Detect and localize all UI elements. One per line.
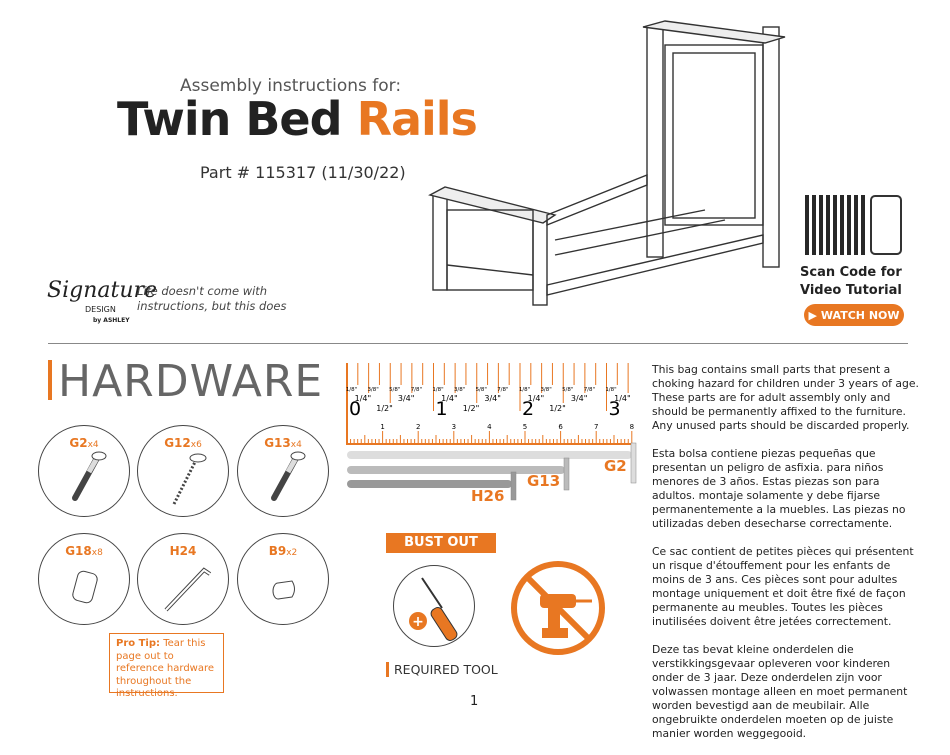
bolt-label-g2: G2 <box>604 457 627 475</box>
screwdriver-icon <box>393 565 475 647</box>
scan-line1: Scan Code for <box>800 265 902 280</box>
bolt-g2 <box>347 451 632 459</box>
subtitle: Assembly instructions for: <box>180 76 402 96</box>
signature-design-logo <box>45 262 158 332</box>
part-code: B9 <box>268 544 287 558</box>
inch-label: 0 <box>349 398 362 420</box>
scan-instructions <box>800 264 920 300</box>
heading-accent-bar <box>48 360 52 400</box>
svg-text:DESIGN: DESIGN <box>85 305 116 314</box>
warning-english: This bag contains small parts that present a choking hazard for children under 3 years of age. These parts are for adult assembly only and should be permanently affixed to the furniture. Any unused parts should be discarded properly. <box>652 363 919 432</box>
hardware-b9 <box>237 533 329 625</box>
svg-text:+: + <box>412 614 424 630</box>
required-tool-label: REQUIRED TOOL <box>386 662 498 677</box>
qr-code[interactable] <box>805 195 865 255</box>
part-code: G2 <box>69 436 88 450</box>
hardware-label <box>39 544 129 558</box>
half-label: 1/2" <box>376 404 393 413</box>
hardware-g12 <box>137 425 229 517</box>
eighth-label: 7/8" <box>583 387 596 393</box>
tagline-line1: Life doesn't come with <box>137 284 268 298</box>
hardware-label <box>238 436 328 450</box>
cm-label: 8 <box>629 423 635 431</box>
page-number: 1 <box>470 694 479 709</box>
bolt-head <box>631 443 636 483</box>
quarter-label: 1/4" <box>354 394 372 403</box>
pro-tip-text: Tear this page out to reference hardware throughout the instructions. <box>116 638 215 699</box>
bolt-head <box>564 458 569 490</box>
part-number: Part # 115317 (11/30/22) <box>200 163 406 182</box>
hardware-g2 <box>38 425 130 517</box>
no-power-drill-icon <box>510 560 606 656</box>
svg-text:by ASHLEY: by ASHLEY <box>93 317 130 324</box>
inch-label: 3 <box>608 398 621 420</box>
hardware-heading: HARDWARE <box>58 356 324 407</box>
hardware-label <box>138 436 228 450</box>
eighth-label: 1/8" <box>345 387 358 393</box>
part-code: G13 <box>264 436 291 450</box>
half-label: 1/2" <box>462 404 480 413</box>
bolt-label-h26: H26 <box>471 487 505 505</box>
part-quantity: x8 <box>91 548 103 558</box>
inch-label: 1 <box>435 398 448 420</box>
pro-tip-box <box>109 633 224 699</box>
eighth-label: 1/8" <box>605 387 617 393</box>
eighth-label: 7/8" <box>497 387 509 393</box>
title-main: Twin Bed <box>117 92 342 146</box>
eighth-label: 5/8" <box>389 387 401 393</box>
bed-illustration <box>425 15 795 295</box>
warning-french: Ce sac contient de petites pièces qui présentent un risque d'étouffement pour les enfants de moins de 3 ans. Ces pièces sont pour adultes montage uniquement et doit être fixé de façon permanente au meubles. Toutes les pièces inutilisées doivent être jetées correctement. <box>652 545 914 628</box>
part-quantity: x4 <box>290 440 302 450</box>
play-icon: ▶ <box>808 308 817 322</box>
part-code: G12 <box>164 436 191 450</box>
cm-label: 5 <box>522 423 528 431</box>
hardware-label <box>39 436 129 450</box>
quarter-label: 1/4" <box>441 394 458 403</box>
half-label: 1/2" <box>549 404 566 413</box>
eighth-label: 1/8" <box>432 387 444 393</box>
part-quantity: x2 <box>286 548 298 558</box>
cm-label: 1 <box>380 423 385 431</box>
quarter-label: 1/4" <box>614 394 631 403</box>
quarter-label: 3/4" <box>484 394 501 403</box>
warning-spanish: Esta bolsa contiene piezas pequeñas que presentan un peligro de asfixia. para niños menores de 3 años. Estas piezas son para adultos. montaje solamente y debe fijarse permanentemente a la muebles. Las piezas no utilizadas deben desecharse correctamente. <box>652 447 906 530</box>
hardware-g18 <box>38 533 130 625</box>
scan-line2: Video Tutorial <box>800 283 902 298</box>
bolt-head <box>511 472 516 500</box>
page-title <box>117 92 477 146</box>
pro-tip-label: Pro Tip: <box>116 638 161 649</box>
eighth-label: 5/8" <box>562 387 574 393</box>
cm-label: 2 <box>415 423 421 431</box>
part-quantity: x6 <box>190 440 202 450</box>
quarter-label: 3/4" <box>570 394 588 403</box>
title-accent: Rails <box>356 92 477 146</box>
cm-label: 6 <box>558 423 563 431</box>
warning-dutch: Deze tas bevat kleine onderdelen die verstikkingsgevaar opleveren voor kinderen onder de 3 jaar. Deze onderdelen zijn voor volwassen montage alleen en moet permanent worden bevestigd aan de meubilair. Alle ongebruikte onderdelen moeten op de juiste manier worden weggegooid. <box>652 643 908 740</box>
cm-label: 7 <box>593 423 599 431</box>
hardware-label <box>138 544 228 558</box>
hardware-g13 <box>237 425 329 517</box>
eighth-label: 3/8" <box>453 387 466 393</box>
part-quantity: x4 <box>87 440 99 450</box>
tagline <box>137 284 297 314</box>
bust-out-banner: BUST OUT <box>386 533 496 553</box>
eighth-label: 7/8" <box>410 387 423 393</box>
hardware-label <box>238 544 328 558</box>
choking-hazard-warnings <box>652 363 922 755</box>
phone-icon <box>870 195 902 255</box>
eighth-label: 3/8" <box>367 387 379 393</box>
divider <box>48 343 908 344</box>
cm-label: 4 <box>487 423 492 431</box>
bolt-label-g13: G13 <box>527 472 561 490</box>
ruler <box>344 363 644 503</box>
eighth-label: 3/8" <box>540 387 552 393</box>
watch-now-button[interactable] <box>804 304 904 326</box>
tagline-line2: instructions, but this does <box>137 299 287 313</box>
eighth-label: 1/8" <box>518 387 531 393</box>
svg-text:Signature: Signature <box>47 278 158 303</box>
part-code: H24 <box>169 544 197 558</box>
part-code: G18 <box>65 544 92 558</box>
watch-now-label: WATCH NOW <box>820 308 900 322</box>
quarter-label: 3/4" <box>397 394 415 403</box>
quarter-label: 1/4" <box>527 394 545 403</box>
cm-label: 3 <box>451 423 457 431</box>
eighth-label: 5/8" <box>475 387 487 393</box>
inch-label: 2 <box>522 398 535 420</box>
hardware-h24 <box>137 533 229 625</box>
